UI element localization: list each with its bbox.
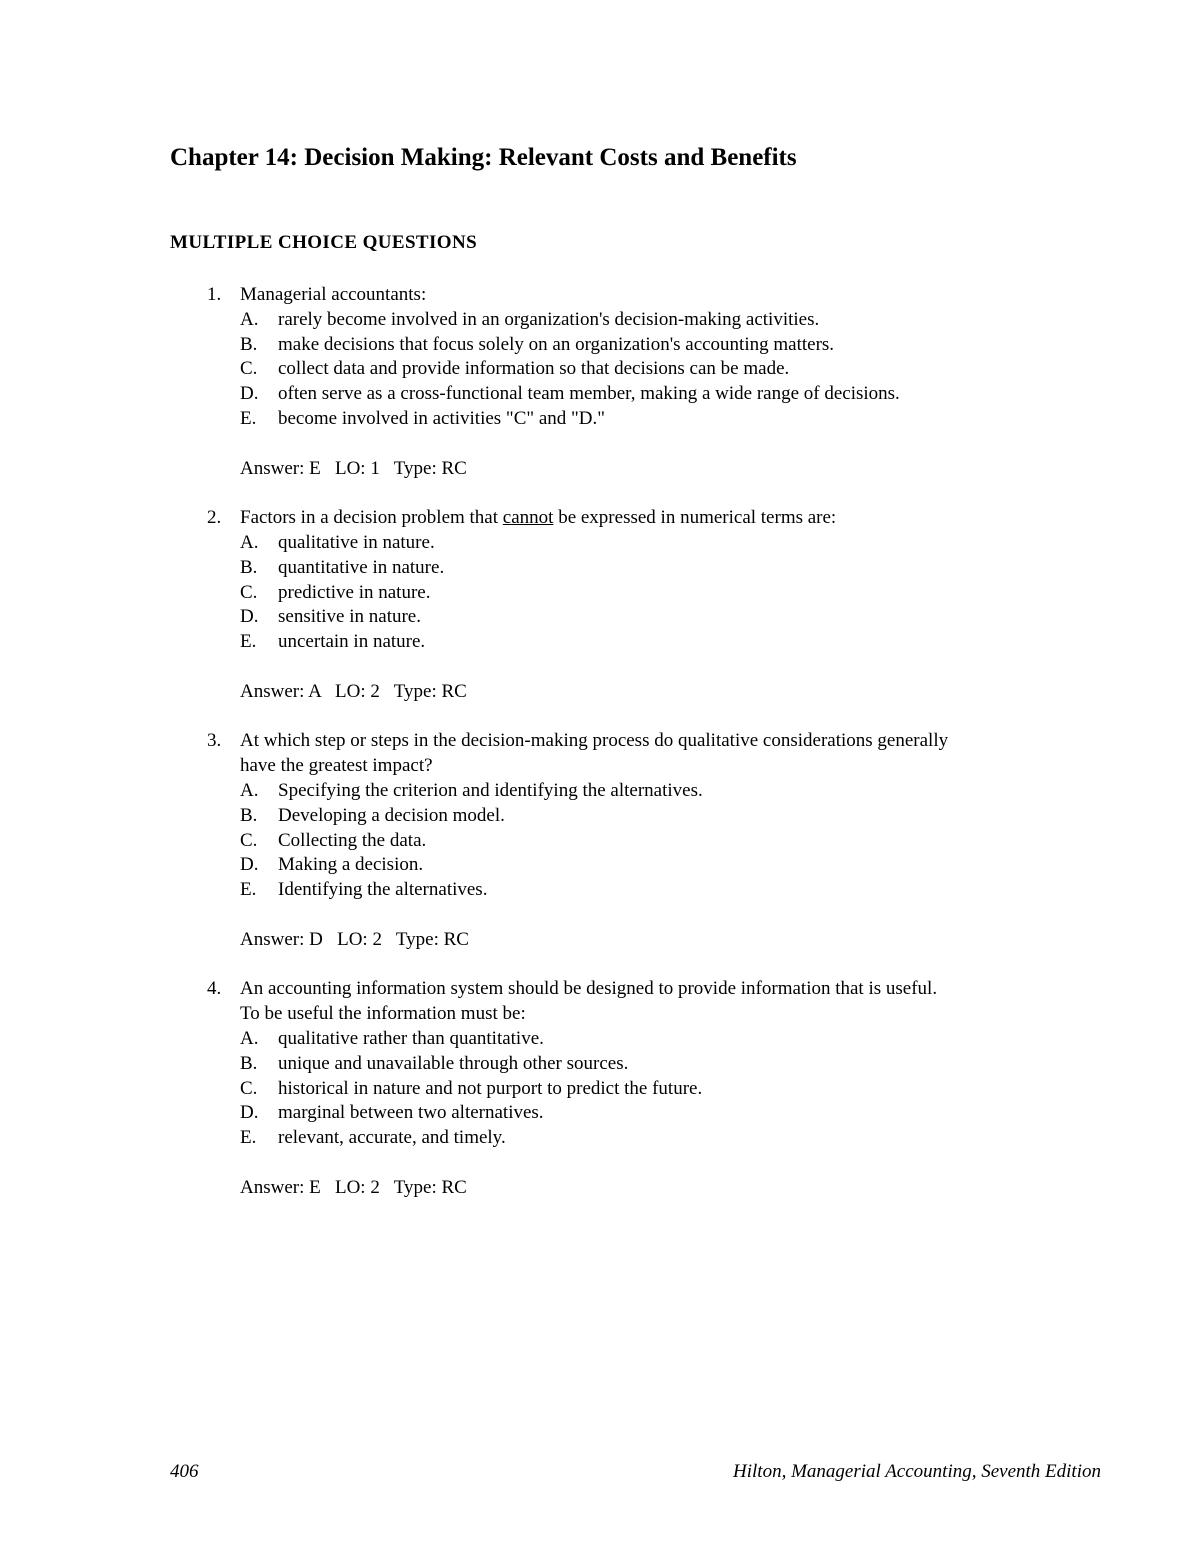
choice-c	[0, 829, 1200, 854]
choice-c	[0, 1077, 1200, 1102]
choice-text: relevant, accurate, and timely.	[278, 1127, 506, 1149]
choice-letter: A.	[240, 308, 259, 330]
choice-text: Identifying the alternatives.	[278, 879, 488, 901]
answer-line: Answer: E LO: 2 Type: RC	[240, 1176, 467, 1198]
choice-letter: C.	[240, 829, 258, 851]
answer-line: Answer: E LO: 1 Type: RC	[240, 457, 467, 479]
answer-line: Answer: D LO: 2 Type: RC	[240, 928, 469, 950]
page-number: 406	[170, 1461, 199, 1482]
choice-letter: C.	[240, 581, 258, 603]
question-text: An accounting information system should be designed to provide information that is useful.	[240, 978, 938, 1000]
choice-letter: D.	[240, 383, 259, 405]
question-text-continued: have the greatest impact?	[240, 755, 433, 777]
answer-line: Answer: A LO: 2 Type: RC	[240, 680, 467, 702]
choice-text: make decisions that focus solely on an organization's accounting matters.	[278, 333, 835, 355]
choice-e	[0, 878, 1200, 903]
section-heading: MULTIPLE CHOICE QUESTIONS	[170, 232, 478, 253]
choice-e	[0, 630, 1200, 655]
question-text: Managerial accountants:	[240, 284, 427, 305]
choice-letter: E.	[240, 631, 257, 653]
question-4	[0, 977, 1200, 1200]
choice-text: collect data and provide information so that decisions can be made.	[278, 358, 790, 380]
choice-letter: E.	[240, 1127, 257, 1149]
choice-letter: A.	[240, 1027, 259, 1049]
question-3	[0, 729, 1200, 952]
choice-text: predictive in nature.	[278, 581, 431, 603]
choice-letter: D.	[240, 854, 259, 876]
choice-d	[0, 853, 1200, 878]
question-stem	[0, 729, 1200, 754]
page-title: Chapter 14: Decision Making: Relevant Costs and Benefits	[170, 144, 797, 171]
choice-text: often serve as a cross-functional team member, making a wide range of decisions.	[278, 383, 900, 405]
choice-a	[0, 308, 1200, 333]
choice-text: uncertain in nature.	[278, 631, 426, 653]
choice-c	[0, 357, 1200, 382]
choice-b	[0, 804, 1200, 829]
choice-letter: D.	[240, 1102, 259, 1124]
question-text-after: be expressed in numerical terms are:	[553, 507, 837, 529]
question-stem	[0, 506, 1200, 531]
choice-text: Specifying the criterion and identifying the alternatives.	[278, 779, 703, 801]
choice-e	[0, 1126, 1200, 1151]
choice-text: Developing a decision model.	[278, 804, 505, 826]
choice-d	[0, 382, 1200, 407]
choice-letter: E.	[240, 407, 257, 429]
choice-text: rarely become involved in an organization's decision-making activities.	[278, 308, 820, 330]
choice-letter: B.	[240, 804, 258, 826]
choice-b	[0, 333, 1200, 358]
choice-d	[0, 605, 1200, 630]
choice-text: qualitative rather than quantitative.	[278, 1027, 544, 1049]
choice-letter: B.	[240, 333, 258, 355]
question-text-continued: To be useful the information must be:	[240, 1003, 526, 1025]
choice-text: quantitative in nature.	[278, 556, 445, 578]
choice-letter: E.	[240, 879, 257, 901]
choice-letter: B.	[240, 1052, 258, 1074]
choice-text: unique and unavailable through other sources.	[278, 1052, 629, 1074]
choice-letter: C.	[240, 1077, 258, 1099]
question-number: 1.	[207, 284, 222, 305]
choice-d	[0, 1101, 1200, 1126]
choice-a	[0, 531, 1200, 556]
question-stem	[0, 283, 1200, 308]
choice-text: sensitive in nature.	[278, 606, 421, 628]
choice-letter: A.	[240, 531, 259, 553]
choice-text: Making a decision.	[278, 854, 424, 876]
choice-c	[0, 581, 1200, 606]
question-text-before: Factors in a decision problem that	[240, 507, 503, 529]
question-number: 2.	[207, 507, 222, 529]
choice-b	[0, 556, 1200, 581]
choice-letter: C.	[240, 358, 258, 380]
book-title-footer: Hilton, Managerial Accounting, Seventh Edition	[733, 1461, 1101, 1482]
choice-letter: A.	[240, 779, 259, 801]
choice-text: qualitative in nature.	[278, 531, 435, 553]
choice-text: become involved in activities "C" and "D."	[278, 407, 606, 429]
question-list	[0, 283, 1200, 1225]
question-number: 3.	[207, 730, 222, 752]
question-stem	[0, 977, 1200, 1002]
choice-e	[0, 407, 1200, 432]
choice-text: Collecting the data.	[278, 829, 427, 851]
question-1	[0, 283, 1200, 481]
choice-text: marginal between two alternatives.	[278, 1102, 544, 1124]
choice-letter: B.	[240, 556, 258, 578]
choice-a	[0, 779, 1200, 804]
question-text: At which step or steps in the decision-making process do qualitative considerations generally	[240, 730, 949, 752]
question-number: 4.	[207, 978, 222, 1000]
choice-b	[0, 1052, 1200, 1077]
choice-letter: D.	[240, 606, 259, 628]
choice-text: historical in nature and not purport to predict the future.	[278, 1077, 703, 1099]
question-2	[0, 506, 1200, 704]
choice-a	[0, 1027, 1200, 1052]
underlined-word: cannot	[502, 507, 554, 529]
